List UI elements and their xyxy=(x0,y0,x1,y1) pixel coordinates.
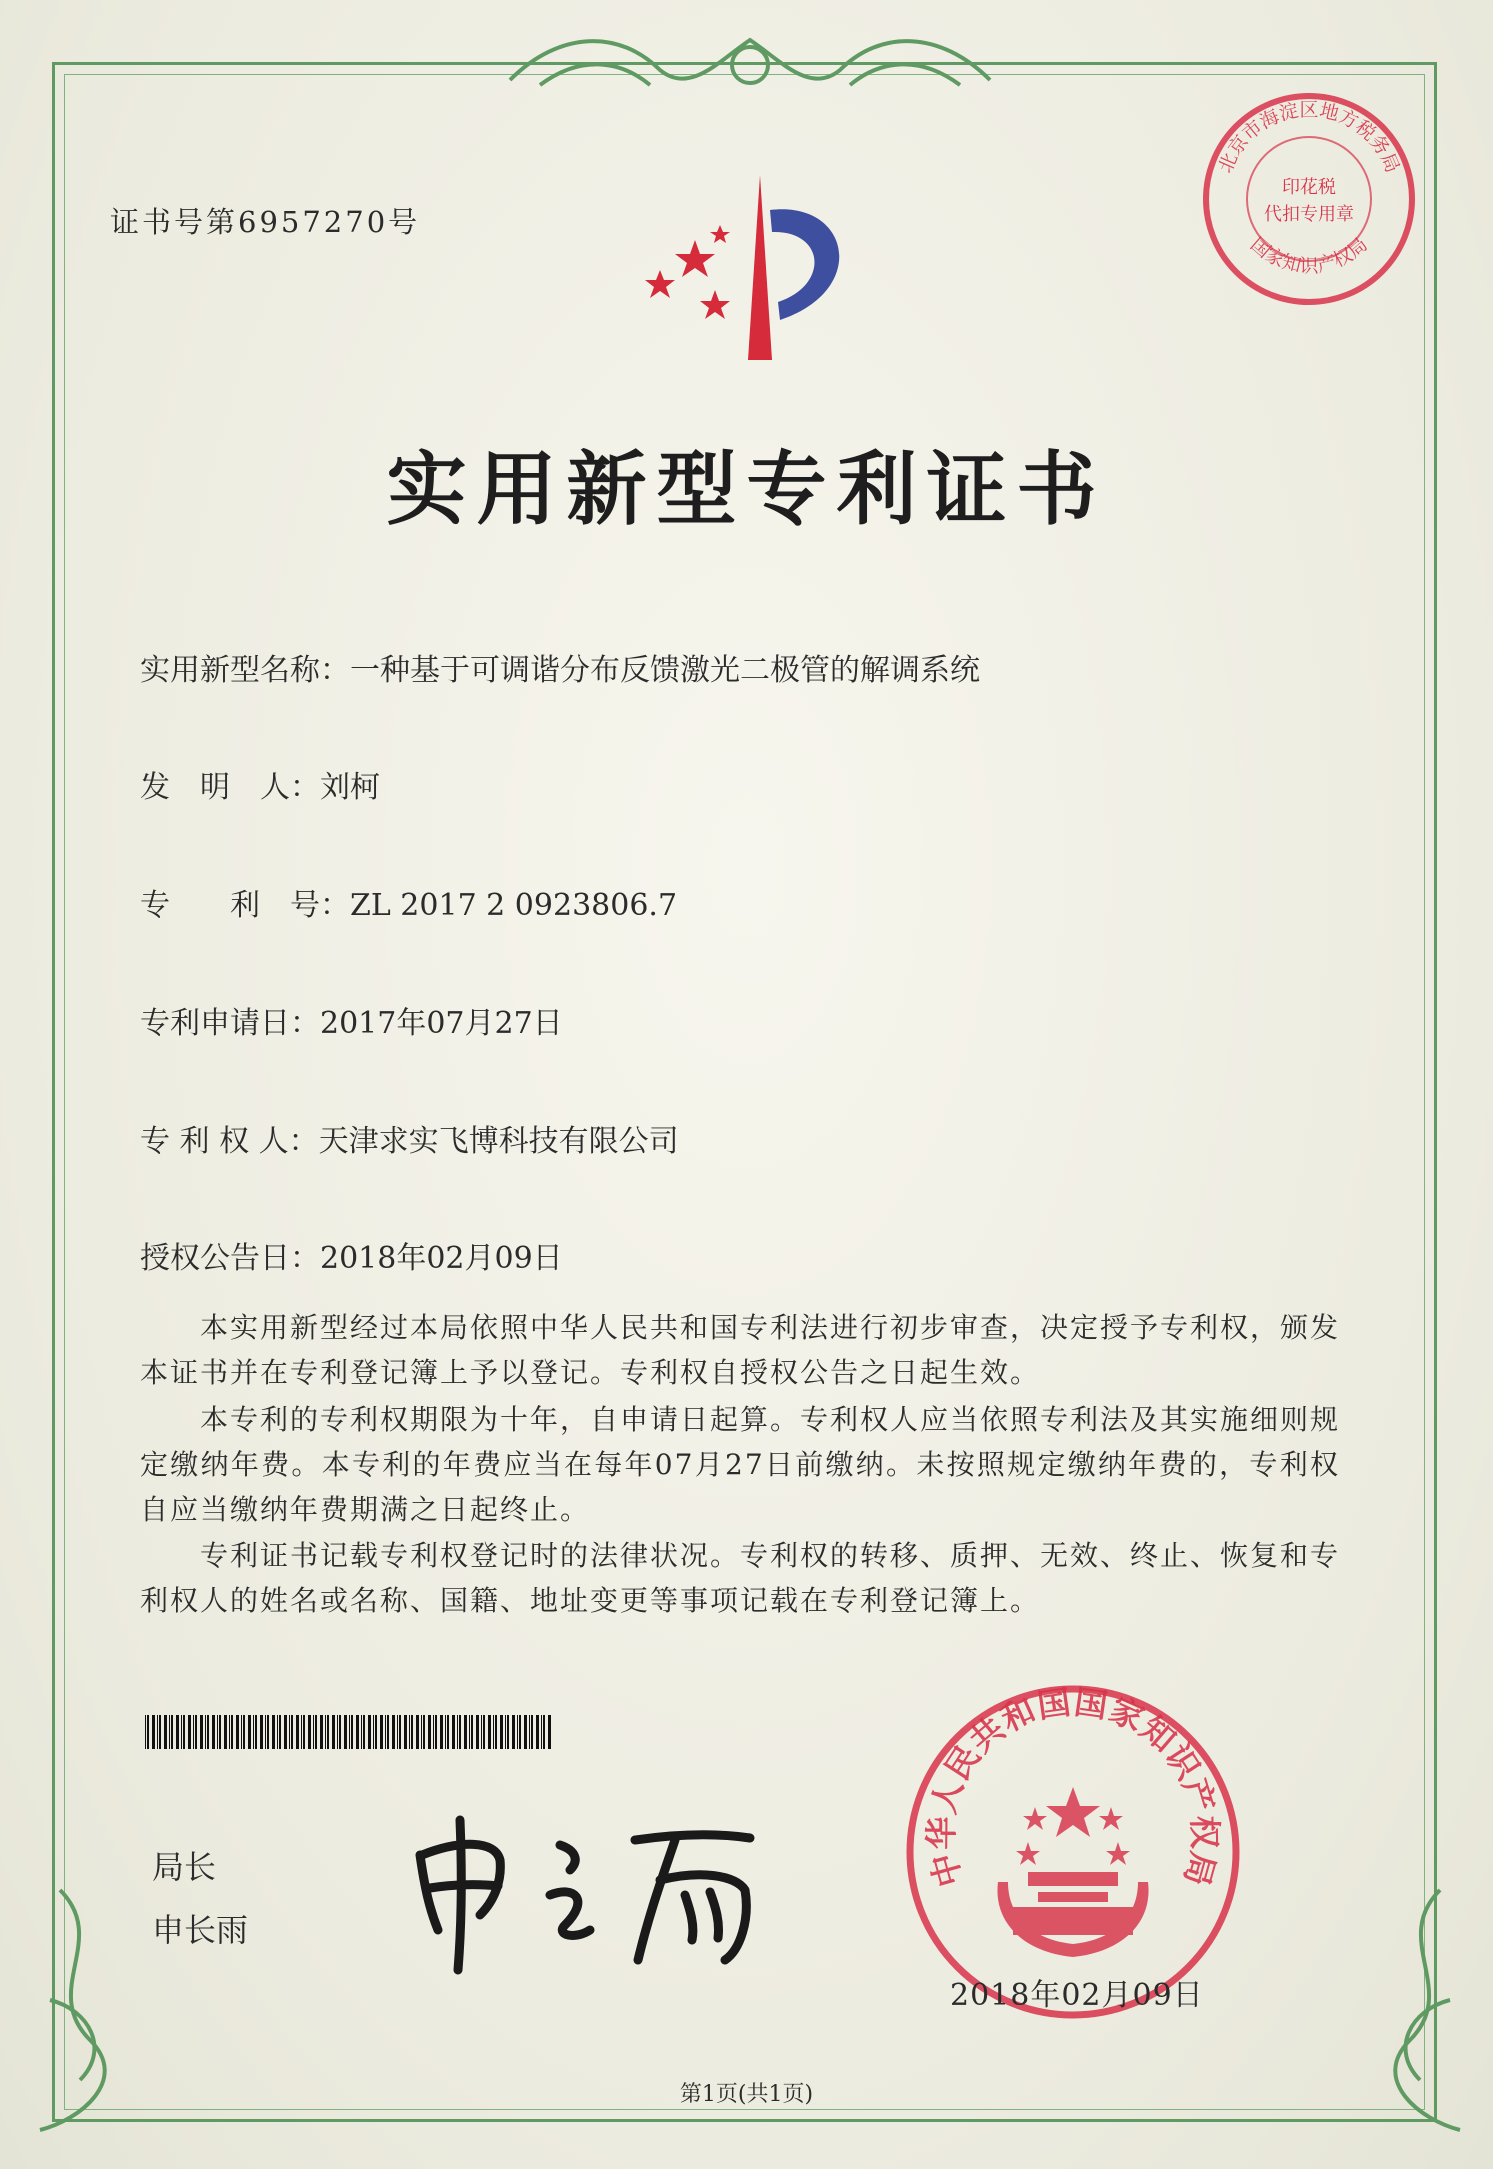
barcode-bar xyxy=(320,1715,323,1749)
field-value: 一种基于可调谐分布反馈激光二极管的解调系统 xyxy=(350,653,980,688)
barcode-bar xyxy=(483,1715,485,1749)
barcode-bar xyxy=(284,1715,287,1749)
barcode-bar xyxy=(536,1715,539,1749)
field-value: 2017年07月27日 xyxy=(320,1006,563,1041)
certificate-title: 实用新型专利证书 xyxy=(386,443,1107,536)
barcode-bar xyxy=(315,1715,317,1749)
barcode-bar xyxy=(207,1715,209,1749)
svg-text:印花税: 印花税 xyxy=(1282,177,1336,198)
svg-text:北京市海淀区地方税务局: 北京市海淀区地方税务局 xyxy=(1214,99,1404,177)
field-label: 专 利 号： xyxy=(140,888,350,923)
barcode-bar xyxy=(529,1715,530,1749)
barcode-bar xyxy=(380,1715,383,1749)
field-value: ZL 2017 2 0923806.7 xyxy=(350,888,678,923)
barcode-bar xyxy=(219,1715,221,1749)
barcode-bar xyxy=(459,1715,461,1749)
patent-office-emblem xyxy=(620,170,890,370)
barcode-bar xyxy=(301,1715,302,1749)
barcode-bar xyxy=(169,1715,170,1749)
top-ornament xyxy=(500,20,1000,110)
barcode-bar xyxy=(344,1715,347,1749)
barcode-bar xyxy=(512,1715,515,1749)
stamp-duty-seal xyxy=(1200,90,1418,308)
barcode-bar xyxy=(145,1715,146,1749)
barcode-bar xyxy=(200,1715,203,1749)
field-label: 授权公告日： xyxy=(140,1241,320,1276)
barcode-bar xyxy=(279,1715,281,1749)
barcode-bar xyxy=(428,1715,431,1749)
barcode-bar xyxy=(265,1715,266,1749)
barcode-bar xyxy=(327,1715,329,1749)
barcode-bar xyxy=(337,1715,338,1749)
barcode-bar xyxy=(260,1715,263,1749)
barcode-bar xyxy=(411,1715,413,1749)
svg-text:中华人民共和国国家知识产权局: 中华人民共和国国家知识产权局 xyxy=(921,1682,1225,1892)
page-footer: 第1页(共1页) xyxy=(679,2082,814,2107)
barcode-bar xyxy=(229,1715,230,1749)
barcode-bar xyxy=(445,1715,446,1749)
barcode-bar xyxy=(423,1715,425,1749)
barcode-bar xyxy=(392,1715,395,1749)
barcode-bar xyxy=(507,1715,509,1749)
barcode-bar xyxy=(291,1715,293,1749)
barcode-bar xyxy=(416,1715,419,1749)
barcode-bar xyxy=(212,1715,215,1749)
barcode-bar xyxy=(325,1715,326,1749)
barcode-bar xyxy=(147,1715,149,1749)
barcode-bar xyxy=(385,1715,386,1749)
barcode-bar xyxy=(159,1715,161,1749)
barcode-bar xyxy=(476,1715,479,1749)
field-grant-date xyxy=(140,1233,563,1277)
barcode-bar xyxy=(433,1715,434,1749)
barcode-bar xyxy=(157,1715,158,1749)
barcode-bar xyxy=(176,1715,179,1749)
barcode-bar xyxy=(548,1715,551,1749)
barcode-bar xyxy=(519,1715,521,1749)
barcode-bar xyxy=(267,1715,269,1749)
barcode-bar xyxy=(409,1715,410,1749)
barcode-bar xyxy=(253,1715,254,1749)
barcode-bar xyxy=(152,1715,155,1749)
barcode-bar xyxy=(248,1715,251,1749)
barcode xyxy=(145,1715,555,1749)
barcode-bar xyxy=(224,1715,227,1749)
barcode-bar xyxy=(171,1715,173,1749)
barcode-bar xyxy=(397,1715,398,1749)
barcode-bar xyxy=(469,1715,470,1749)
field-patent-number xyxy=(140,880,677,924)
field-application-date xyxy=(140,998,563,1042)
barcode-bar xyxy=(493,1715,494,1749)
barcode-bar xyxy=(289,1715,290,1749)
barcode-bar xyxy=(471,1715,473,1749)
barcode-bar xyxy=(193,1715,194,1749)
barcode-bar xyxy=(236,1715,239,1749)
barcode-bar xyxy=(481,1715,482,1749)
director-title: 局长 xyxy=(152,1848,217,1886)
barcode-bar xyxy=(241,1715,242,1749)
barcode-bar xyxy=(447,1715,449,1749)
barcode-bar xyxy=(231,1715,233,1749)
barcode-bar xyxy=(296,1715,299,1749)
barcode-bar xyxy=(277,1715,278,1749)
director-signature xyxy=(400,1800,770,1980)
barcode-bar xyxy=(488,1715,491,1749)
field-value: 天津求实飞博科技有限公司 xyxy=(318,1124,679,1159)
barcode-bar xyxy=(313,1715,314,1749)
field-label: 专利申请日： xyxy=(140,1006,320,1041)
barcode-bar xyxy=(399,1715,401,1749)
barcode-bar xyxy=(387,1715,389,1749)
barcode-bar xyxy=(356,1715,359,1749)
barcode-bar xyxy=(217,1715,218,1749)
barcode-bar xyxy=(373,1715,374,1749)
barcode-bar xyxy=(205,1715,206,1749)
barcode-bar xyxy=(457,1715,458,1749)
barcode-bar xyxy=(183,1715,185,1749)
certificate-number: 证书号第6957270号 xyxy=(110,205,421,239)
barcode-bar xyxy=(303,1715,305,1749)
barcode-bar xyxy=(464,1715,467,1749)
field-value: 2018年02月09日 xyxy=(320,1241,563,1276)
field-label: 发 明 人： xyxy=(140,770,320,805)
barcode-bar xyxy=(368,1715,371,1749)
barcode-bar xyxy=(531,1715,533,1749)
barcode-bar xyxy=(524,1715,527,1749)
field-inventor xyxy=(140,762,380,806)
field-label: 专 利 权 人： xyxy=(140,1124,319,1159)
barcode-bar xyxy=(349,1715,350,1749)
barcode-bar xyxy=(195,1715,197,1749)
barcode-bar xyxy=(243,1715,245,1749)
seal-date: 2018年02月09日 xyxy=(950,1978,1204,2013)
barcode-bar xyxy=(435,1715,437,1749)
barcode-bar xyxy=(164,1715,167,1749)
barcode-bar xyxy=(543,1715,545,1749)
barcode-bar xyxy=(541,1715,542,1749)
barcode-bar xyxy=(404,1715,407,1749)
barcode-bar xyxy=(308,1715,311,1749)
svg-text:国家知识产权局: 国家知识产权局 xyxy=(1246,233,1372,277)
director-name: 申长雨 xyxy=(152,1911,249,1949)
barcode-bar xyxy=(272,1715,275,1749)
body-paragraph: 专利证书记载专利权登记时的法律状况。专利权的转移、质押、无效、终止、恢复和专利权人的姓名或名称、国籍、地址变更等事项记载在专利登记簿上。 xyxy=(140,1539,1341,1617)
body-paragraph: 本实用新型经过本局依照中华人民共和国专利法进行初步审查，决定授予专利权，颁发本证书并在专利登记簿上予以登记。专利权自授权公告之日起生效。 xyxy=(140,1311,1341,1389)
barcode-bar xyxy=(351,1715,353,1749)
barcode-bar xyxy=(361,1715,362,1749)
svg-text:代扣专用章: 代扣专用章 xyxy=(1264,204,1354,225)
barcode-bar xyxy=(500,1715,503,1749)
field-label: 实用新型名称： xyxy=(140,653,350,688)
barcode-bar xyxy=(363,1715,365,1749)
body-paragraph: 本专利的专利权期限为十年，自申请日起算。专利权人应当依照专利法及其实施细则规定缴纳年费。本专利的年费应当在每年07月27日前缴纳。未按照规定缴纳年费的，专利权自应当缴纳年费期满之日起终止。 xyxy=(140,1403,1341,1526)
barcode-bar xyxy=(505,1715,506,1749)
barcode-bar xyxy=(255,1715,257,1749)
field-value: 刘柯 xyxy=(320,770,380,805)
barcode-bar xyxy=(421,1715,422,1749)
field-patentee xyxy=(140,1116,679,1160)
barcode-bar xyxy=(188,1715,191,1749)
barcode-bar xyxy=(332,1715,335,1749)
barcode-bar xyxy=(452,1715,455,1749)
barcode-bar xyxy=(517,1715,518,1749)
barcode-bar xyxy=(495,1715,497,1749)
field-utility-model-name xyxy=(140,645,980,689)
barcode-bar xyxy=(440,1715,443,1749)
barcode-bar xyxy=(375,1715,377,1749)
barcode-bar xyxy=(181,1715,182,1749)
barcode-bar xyxy=(339,1715,341,1749)
